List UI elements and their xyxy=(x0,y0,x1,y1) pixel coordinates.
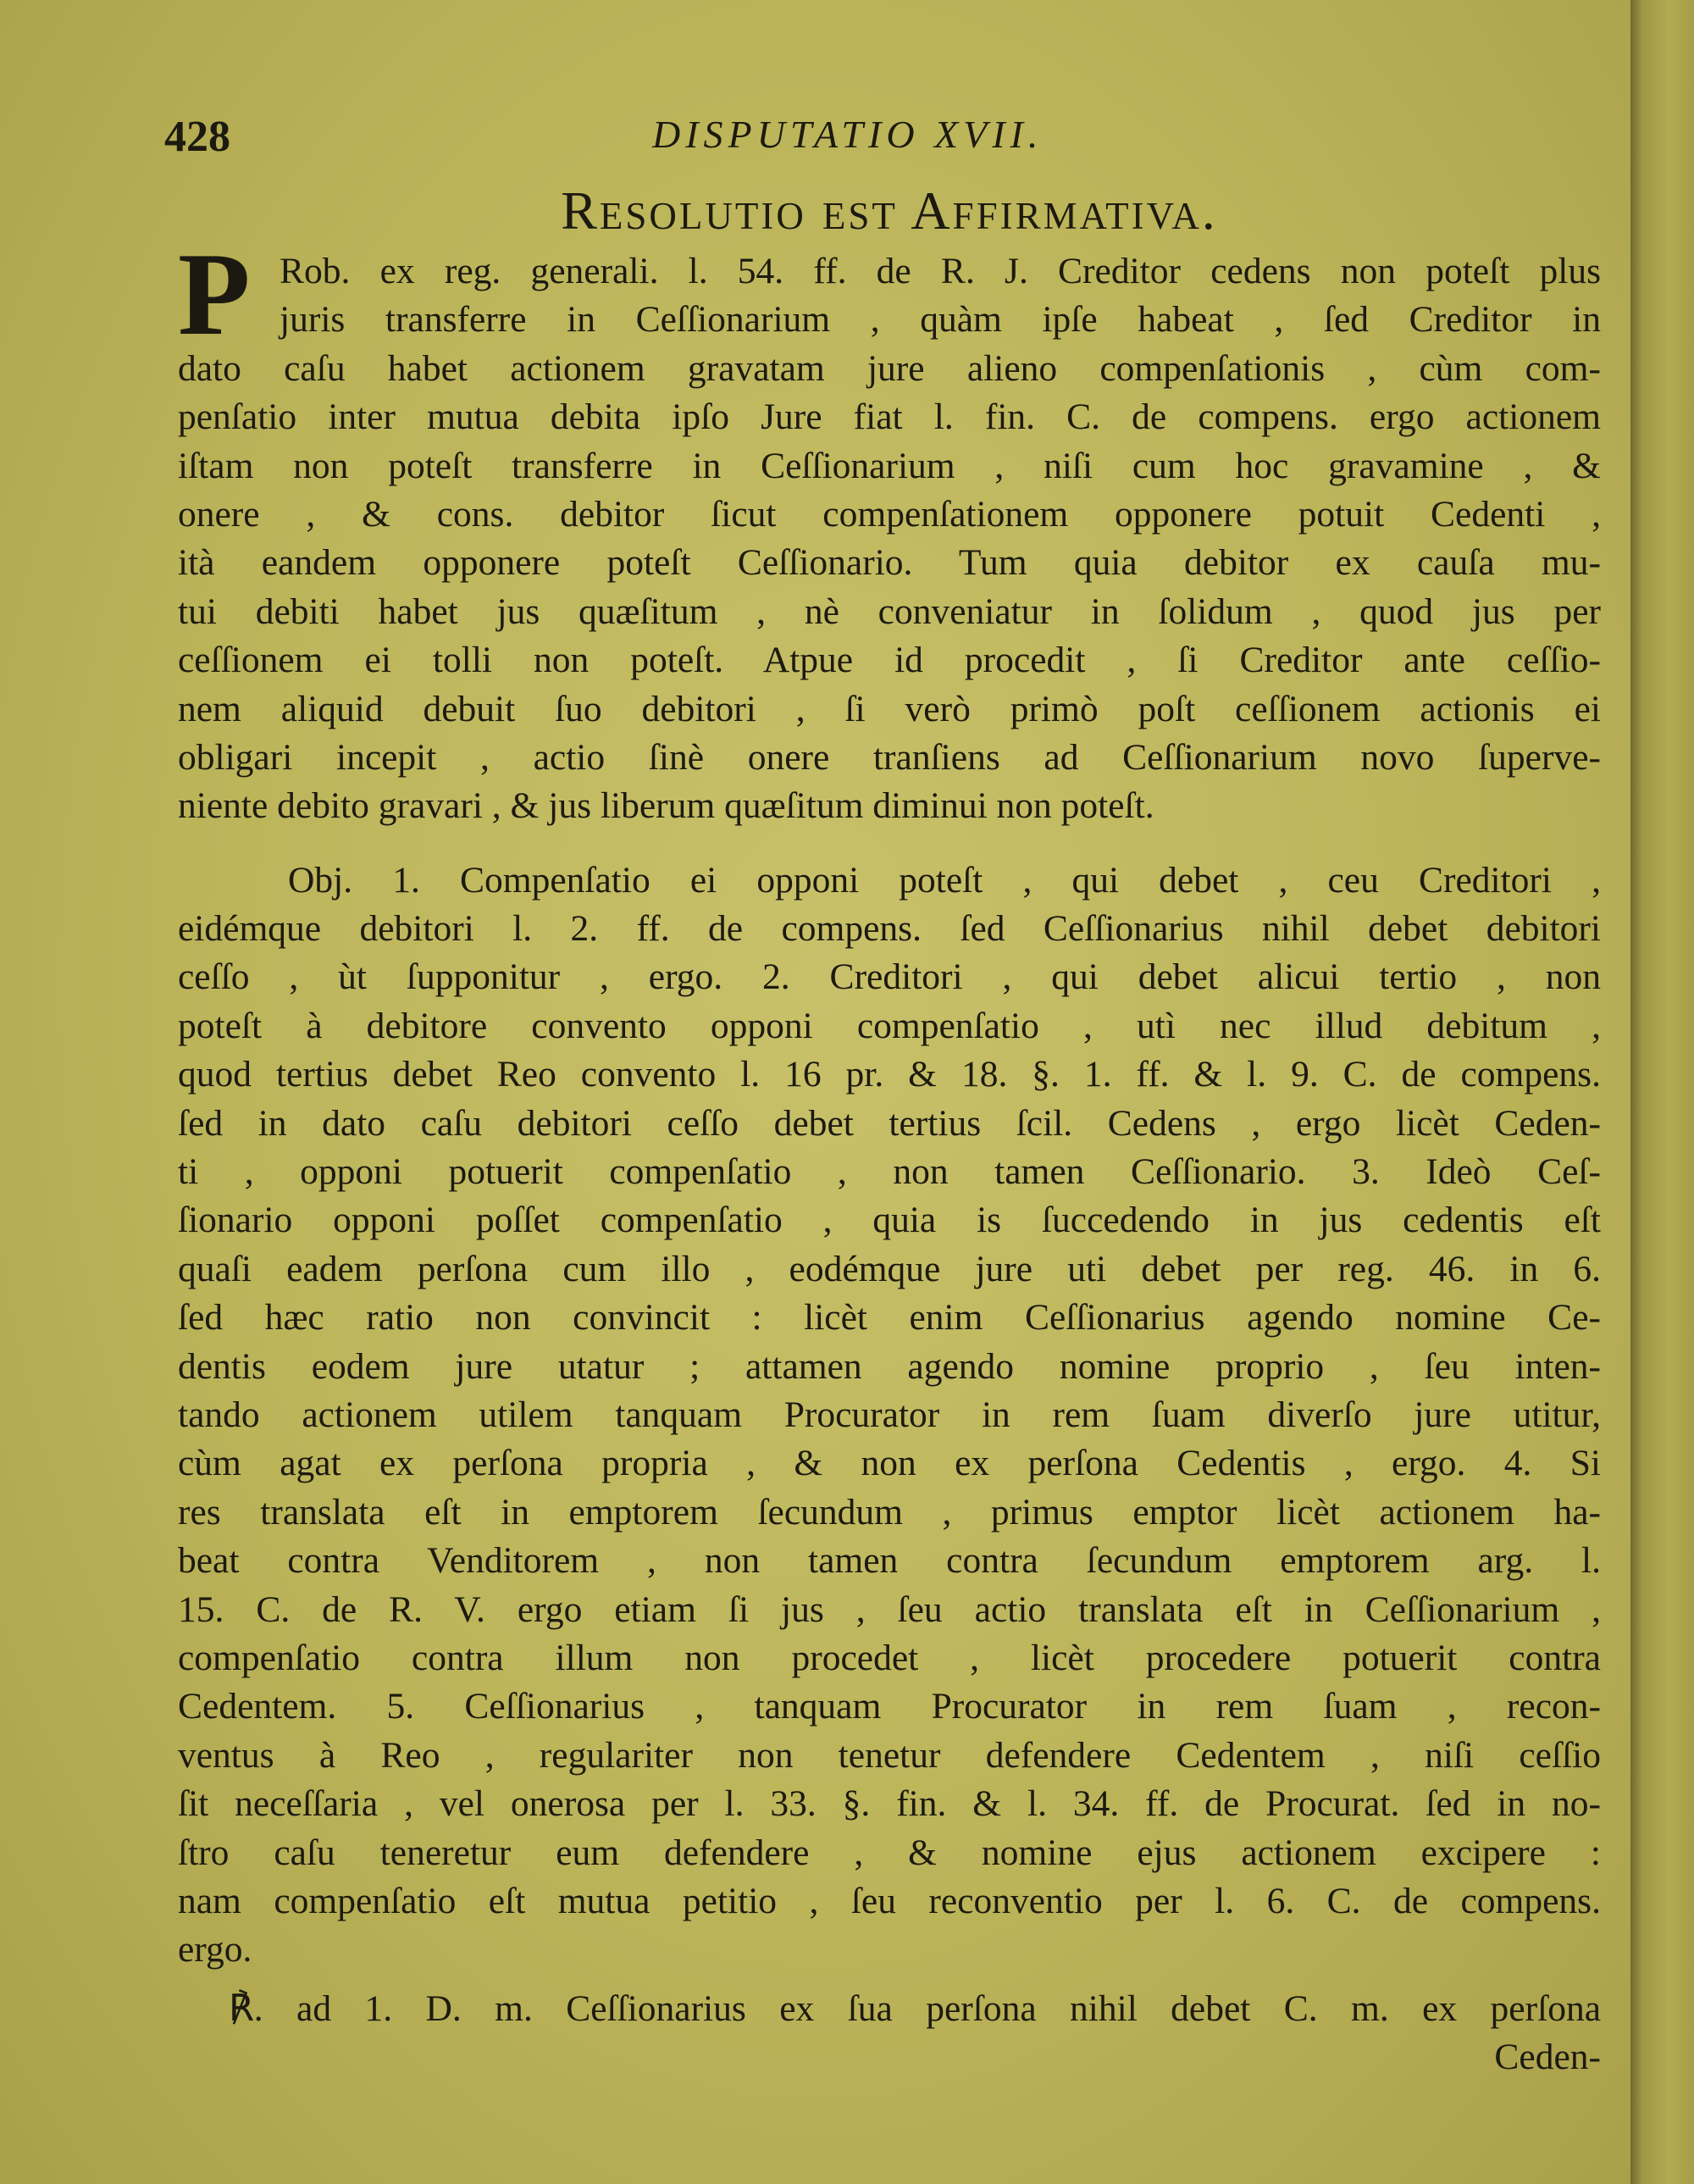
text-line: quod tertius debet Reo convento l. 16 pr. & 18. §. 1. ff. & l. 9. C. de compens. xyxy=(178,1054,1601,1095)
page-number: 428 xyxy=(164,113,230,161)
text-line: ſtro caſu teneretur eum defendere , & nomine ejus actionem excipere : xyxy=(178,1832,1601,1873)
text-line: res translata eſt in emptorem ſecundum , primus emptor licèt actionem ha- xyxy=(178,1491,1601,1533)
text-line: dato caſu habet actionem gravatam jure alieno compenſationis , cùm com- xyxy=(178,347,1601,389)
text-line: ceſſionem ei tolli non poteſt. Atpue id procedit , ſi Creditor ante ceſſio- xyxy=(178,640,1601,681)
text-line: Obj. 1. Compenſatio ei opponi poteſt , qui debet , ceu Creditori , xyxy=(288,859,1601,901)
text-line: dentis eodem jure utatur ; attamen agendo nomine proprio , ſeu inten- xyxy=(178,1345,1601,1387)
running-head xyxy=(164,112,1601,163)
text-line: Rob. ex reg. generali. l. 54. ff. de R. J. Creditor cedens non poteſt plus xyxy=(280,251,1601,291)
text-line: iſtam non poteſt transferre in Ceſſionarium , niſi cum hoc gravamine , & xyxy=(178,445,1601,486)
text-line: ità eandem opponere poteſt Ceſſionario. Tum quia debitor ex cauſa mu- xyxy=(178,542,1601,584)
text-line: tando actionem utilem tanquam Procurator in rem ſuam diverſo jure utitur, xyxy=(178,1394,1601,1435)
text-line: obligari incepit , actio ſinè onere tranſiens ad Ceſſionarium novo ſuperve- xyxy=(178,736,1601,778)
paragraph-objectiones xyxy=(178,856,1601,1975)
catchword: Ceden- xyxy=(1494,2037,1601,2078)
text-line: poteſt à debitore convento opponi compenſatio , utì nec illud debitum , xyxy=(178,1005,1601,1046)
text-line: penſatio inter mutua debita ipſo Jure fiat l. fin. C. de compens. ergo actionem xyxy=(178,396,1601,438)
text-line: ceſſo , ùt ſupponitur , ergo. 2. Creditori , qui debet alicui tertio , non xyxy=(178,956,1601,998)
text-line: nam compenſatio eſt mutua petitio , ſeu reconventio per l. 6. C. de compens. xyxy=(178,1880,1601,1921)
text-line: onere , & cons. debitor ſicut compenſationem opponere potuit Cedenti , xyxy=(178,493,1601,535)
running-title: DISPUTATIO XVII. xyxy=(652,113,1044,156)
text-line: niente debito gravari , & jus liberum quæſitum diminui non poteſt. xyxy=(178,785,1154,827)
section-heading: Resolutio est Affirmativa. xyxy=(561,180,1218,241)
paragraph-resolutio xyxy=(178,229,1601,831)
text-line: beat contra Venditorem , non tamen contra ſecundum emptorem arg. l. xyxy=(178,1540,1601,1582)
text-line: quaſi eadem perſona cum illo , eodémque jure uti debet per reg. 46. in 6. xyxy=(178,1248,1601,1289)
text-line: ſed in dato caſu debitori ceſſo debet tertius ſcil. Cedens , ergo licèt Ceden- xyxy=(178,1102,1601,1144)
text-line: ergo. xyxy=(178,1929,252,1971)
text-line: cùm agat ex perſona propria , & non ex perſona Cedentis , ergo. 4. Si xyxy=(178,1443,1601,1484)
text-line: nem aliquid debuit ſuo debitori , ſi verò primò poſt ceſſionem actionis ei xyxy=(178,688,1601,729)
text-line: juris transferre in Ceſſionarium , quàm ipſe habeat , ſed Creditor in xyxy=(280,299,1601,341)
drop-cap: P xyxy=(178,229,251,360)
text-line: ſionario opponi poſſet compenſatio , quia is ſuccedendo in jus cedentis eſt xyxy=(178,1200,1601,1241)
body-text xyxy=(178,229,1601,2081)
text-line: compenſatio contra illum non procedet , licèt procedere potuerit contra xyxy=(178,1637,1601,1678)
text-line: 15. C. de R. V. ergo etiam ſi jus , ſeu actio translata eſt in Ceſſionarium , xyxy=(178,1588,1601,1630)
text-line: ventus à Reo , regulariter non tenetur defendere Cedentem , niſi ceſſio xyxy=(178,1734,1601,1776)
page-gutter xyxy=(1630,0,1694,2184)
text-line: ti , opponi potuerit compenſatio , non tamen Ceſſionario. 3. Ideò Ceſ- xyxy=(178,1151,1601,1193)
text-line: tui debiti habet jus quæſitum , nè conveniatur in ſolidum , quod jus per xyxy=(178,590,1601,632)
text-line: ſit neceſſaria , vel onerosa per l. 33. §. fin. & l. 34. ff. de Procurat. ſed in no- xyxy=(178,1783,1601,1825)
text-line: ſed hæc ratio non convincit : licèt enim Ceſſionarius agendo nomine Ce- xyxy=(178,1297,1601,1339)
text-line: Cedentem. 5. Ceſſionarius , tanquam Procurator in rem ſuam , recon- xyxy=(178,1686,1601,1727)
reply-line: ℟. ad 1. D. m. Ceſſionarius ex ſua perſona nihil debet C. m. ex perſona xyxy=(229,1987,1601,2029)
text-line: eidémque debitori l. 2. ff. de compens. ſed Ceſſionarius nihil debet debitori xyxy=(178,908,1601,950)
